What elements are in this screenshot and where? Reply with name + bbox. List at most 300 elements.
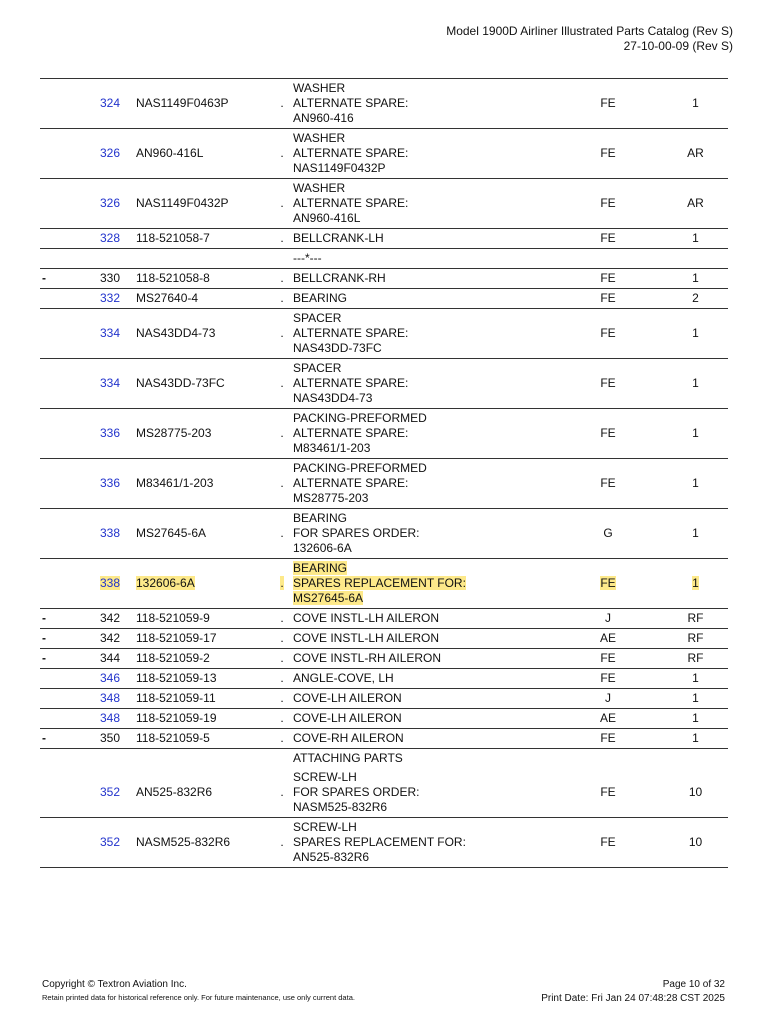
disclaimer-text: Retain printed data for historical reference only. For future maintenance, use only current data. xyxy=(42,993,355,1002)
quantity-text: 1 xyxy=(692,96,699,110)
part-number-text: 118-521059-5 xyxy=(136,731,210,745)
description-line: BELLCRANK-RH xyxy=(293,271,386,285)
part-number xyxy=(136,249,271,269)
page-number: Page 10 of 32 xyxy=(662,979,725,990)
effectivity-code xyxy=(553,79,663,129)
figure-item-link-text[interactable]: 348 xyxy=(99,691,120,705)
table-row xyxy=(40,459,728,509)
indent-marker-text: . xyxy=(280,326,284,340)
figure-item-link-text[interactable]: 336 xyxy=(99,426,120,440)
effectivity-code xyxy=(553,818,663,868)
figure-item-link[interactable] xyxy=(82,179,136,229)
description xyxy=(293,818,553,868)
figure-item-link-text[interactable]: 346 xyxy=(99,671,120,685)
part-number xyxy=(136,129,271,179)
description xyxy=(293,289,553,309)
quantity-text: 1 xyxy=(692,731,699,745)
indent-marker xyxy=(271,409,293,459)
part-number-text: NASM525-832R6 xyxy=(136,835,231,849)
effectivity-code xyxy=(553,409,663,459)
quantity-text: 10 xyxy=(688,785,703,799)
change-marker-text: - xyxy=(42,611,46,625)
figure-item-link-text[interactable]: 336 xyxy=(99,476,120,490)
description-highlight: SPARES REPLACEMENT FOR: xyxy=(293,576,466,590)
effectivity-code xyxy=(553,359,663,409)
figure-item-link-text: 342 xyxy=(99,631,120,645)
table-row xyxy=(40,709,728,729)
quantity-text: 1 xyxy=(692,576,699,590)
change-marker xyxy=(40,649,82,669)
figure-item-link-text[interactable]: 324 xyxy=(99,96,120,110)
change-marker-text: - xyxy=(42,731,46,745)
part-number-text: NAS43DD4-73 xyxy=(136,326,216,340)
part-number-text: MS27640-4 xyxy=(136,291,199,305)
quantity-text: RF xyxy=(687,611,704,625)
quantity-text: 2 xyxy=(692,291,699,305)
description xyxy=(293,229,553,249)
quantity xyxy=(663,409,728,459)
figure-item-link xyxy=(82,749,136,769)
figure-item-link[interactable] xyxy=(82,669,136,689)
figure-item-link[interactable] xyxy=(82,818,136,868)
change-marker xyxy=(40,749,82,769)
indent-marker-text: . xyxy=(280,196,284,210)
description-highlight: MS27645-6A xyxy=(293,591,364,605)
description xyxy=(293,359,553,409)
effectivity-code-text: FE xyxy=(600,146,616,160)
quantity-text: 1 xyxy=(692,711,699,725)
effectivity-code-text: AE xyxy=(599,711,616,725)
indent-marker xyxy=(271,669,293,689)
copyright-text: Copyright © Textron Aviation Inc. xyxy=(42,979,187,990)
quantity xyxy=(663,629,728,649)
description-line: NAS1149F0432P xyxy=(293,161,386,175)
change-marker xyxy=(40,709,82,729)
footer-right xyxy=(541,978,725,1006)
table-row xyxy=(40,289,728,309)
description-line: SPACER xyxy=(293,361,342,375)
description-line: PACKING-PREFORMED xyxy=(293,461,427,475)
indent-marker xyxy=(271,559,293,609)
table-row xyxy=(40,409,728,459)
table-row xyxy=(40,129,728,179)
figure-item-link[interactable] xyxy=(82,229,136,249)
description xyxy=(293,609,553,629)
table-row xyxy=(40,818,728,868)
description xyxy=(293,709,553,729)
description xyxy=(293,749,553,769)
effectivity-code xyxy=(553,768,663,818)
change-marker xyxy=(40,559,82,609)
quantity xyxy=(663,768,728,818)
table-row xyxy=(40,669,728,689)
indent-marker-text: . xyxy=(280,691,284,705)
effectivity-code xyxy=(553,629,663,649)
description-line: PACKING-PREFORMED xyxy=(293,411,427,425)
indent-marker xyxy=(271,249,293,269)
part-number xyxy=(136,309,271,359)
figure-item-link-text[interactable]: 338 xyxy=(99,576,120,590)
effectivity-code-text: FE xyxy=(600,835,616,849)
quantity xyxy=(663,689,728,709)
quantity-text: 1 xyxy=(692,691,699,705)
change-marker xyxy=(40,229,82,249)
description-line: ALTERNATE SPARE: xyxy=(293,196,409,210)
figure-item-link[interactable] xyxy=(82,509,136,559)
indent-marker xyxy=(271,689,293,709)
part-number-text: 118-521059-11 xyxy=(136,691,216,705)
table-row xyxy=(40,689,728,709)
description-line: WASHER xyxy=(293,81,346,95)
effectivity-code-text: FE xyxy=(600,231,616,245)
figure-item-link[interactable] xyxy=(82,559,136,609)
effectivity-code xyxy=(553,459,663,509)
indent-marker-text: . xyxy=(280,731,284,745)
description-line: ALTERNATE SPARE: xyxy=(293,426,409,440)
quantity-text: 1 xyxy=(692,271,699,285)
quantity xyxy=(663,359,728,409)
indent-marker-text: . xyxy=(280,711,284,725)
effectivity-code xyxy=(553,709,663,729)
part-number-text: 118-521059-9 xyxy=(136,611,210,625)
change-marker xyxy=(40,409,82,459)
figure-item-link xyxy=(82,729,136,749)
change-marker xyxy=(40,289,82,309)
print-date: Print Date: Fri Jan 24 07:48:28 CST 2025 xyxy=(541,993,725,1004)
description-line: ALTERNATE SPARE: xyxy=(293,326,409,340)
description-line: ATTACHING PARTS xyxy=(293,751,403,765)
description-line: COVE-RH AILERON xyxy=(293,731,404,745)
quantity xyxy=(663,649,728,669)
quantity xyxy=(663,309,728,359)
description xyxy=(293,629,553,649)
indent-marker xyxy=(271,79,293,129)
part-number-text: 118-521059-17 xyxy=(136,631,217,645)
quantity xyxy=(663,559,728,609)
description-line: COVE-LH AILERON xyxy=(293,711,402,725)
change-marker xyxy=(40,609,82,629)
indent-marker xyxy=(271,609,293,629)
indent-marker xyxy=(271,309,293,359)
effectivity-code-text: FE xyxy=(600,326,616,340)
part-number-text: NAS1149F0463P xyxy=(136,96,229,110)
quantity-text: AR xyxy=(687,146,704,160)
change-marker xyxy=(40,818,82,868)
part-number-text: 118-521059-2 xyxy=(136,651,210,665)
indent-marker-text: . xyxy=(280,611,284,625)
figure-item-link[interactable] xyxy=(82,689,136,709)
figure-item-link-text[interactable]: 352 xyxy=(99,835,120,849)
indent-marker-text: . xyxy=(280,146,284,160)
indent-marker-text: . xyxy=(280,271,284,285)
change-marker xyxy=(40,768,82,818)
part-number xyxy=(136,79,271,129)
description xyxy=(293,129,553,179)
description xyxy=(293,269,553,289)
figure-item-link xyxy=(82,249,136,269)
indent-marker-text: . xyxy=(280,231,284,245)
quantity-text: 1 xyxy=(692,671,699,685)
quantity xyxy=(663,729,728,749)
figure-item-link-text[interactable]: 334 xyxy=(99,326,120,340)
description xyxy=(293,179,553,229)
part-number-text: AN960-416L xyxy=(136,146,204,160)
table-row xyxy=(40,649,728,669)
description-line: SPARES REPLACEMENT FOR: xyxy=(293,835,466,849)
quantity xyxy=(663,709,728,729)
figure-item-link[interactable] xyxy=(82,768,136,818)
change-marker xyxy=(40,269,82,289)
effectivity-code xyxy=(553,179,663,229)
effectivity-code xyxy=(553,669,663,689)
indent-marker-text: . xyxy=(280,291,284,305)
part-number-text: M83461/1-203 xyxy=(136,476,214,490)
part-number-text: 118-521058-8 xyxy=(136,271,210,285)
description-line: ---*--- xyxy=(293,251,322,265)
figure-item-link-text[interactable]: 338 xyxy=(99,526,120,540)
effectivity-code-text: FE xyxy=(600,476,616,490)
figure-item-link-text[interactable]: 332 xyxy=(99,291,120,305)
figure-item-link-text[interactable]: 334 xyxy=(99,376,120,390)
part-number xyxy=(136,818,271,868)
part-number xyxy=(136,669,271,689)
description-line: SPACER xyxy=(293,311,342,325)
change-marker xyxy=(40,179,82,229)
change-marker-text: - xyxy=(42,271,46,285)
table-row xyxy=(40,768,728,818)
description-line: BEARING xyxy=(293,291,348,305)
effectivity-code xyxy=(553,309,663,359)
figure-item-link[interactable] xyxy=(82,289,136,309)
description xyxy=(293,669,553,689)
description xyxy=(293,79,553,129)
description-line: NAS43DD-73FC xyxy=(293,341,382,355)
quantity xyxy=(663,179,728,229)
indent-marker xyxy=(271,649,293,669)
description-line: SCREW-LH xyxy=(293,770,357,784)
figure-item-link[interactable] xyxy=(82,129,136,179)
figure-item-link xyxy=(82,649,136,669)
table-row xyxy=(40,729,728,749)
quantity-text: 1 xyxy=(692,476,699,490)
quantity-text: 1 xyxy=(692,526,699,540)
part-number xyxy=(136,768,271,818)
description-line: 132606-6A xyxy=(293,541,352,555)
indent-marker xyxy=(271,709,293,729)
effectivity-code-text: FE xyxy=(600,96,616,110)
effectivity-code xyxy=(553,249,663,269)
figure-item-link-text: 330 xyxy=(99,271,120,285)
figure-item-link[interactable] xyxy=(82,459,136,509)
change-marker xyxy=(40,629,82,649)
indent-marker xyxy=(271,459,293,509)
figure-item-link-text[interactable]: 352 xyxy=(99,785,120,799)
description xyxy=(293,559,553,609)
description xyxy=(293,768,553,818)
table-row xyxy=(40,249,728,269)
description-line: ALTERNATE SPARE: xyxy=(293,376,409,390)
description-line: WASHER xyxy=(293,131,346,145)
part-number xyxy=(136,359,271,409)
change-marker-text: - xyxy=(42,631,46,645)
description-line: ALTERNATE SPARE: xyxy=(293,96,409,110)
change-marker-text: - xyxy=(42,651,46,665)
quantity xyxy=(663,669,728,689)
indent-marker xyxy=(271,509,293,559)
part-number-text: MS27645-6A xyxy=(136,526,207,540)
quantity xyxy=(663,79,728,129)
indent-marker-text: . xyxy=(280,651,284,665)
description-line xyxy=(293,576,553,591)
part-number xyxy=(136,649,271,669)
indent-marker xyxy=(271,129,293,179)
effectivity-code-text: FE xyxy=(600,196,616,210)
indent-marker xyxy=(271,359,293,409)
change-marker xyxy=(40,689,82,709)
description-line: NASM525-832R6 xyxy=(293,800,388,814)
description-line: COVE INSTL-RH AILERON xyxy=(293,651,442,665)
table-row xyxy=(40,629,728,649)
effectivity-code xyxy=(553,749,663,769)
quantity-text: RF xyxy=(687,651,704,665)
effectivity-code xyxy=(553,559,663,609)
part-number-text: AN525-832R6 xyxy=(136,785,213,799)
description-line: MS28775-203 xyxy=(293,491,369,505)
effectivity-code-text: FE xyxy=(600,426,616,440)
description-line xyxy=(293,591,553,606)
figure-item-link xyxy=(82,269,136,289)
part-number-text: NAS1149F0432P xyxy=(136,196,229,210)
description-line: BEARING xyxy=(293,511,348,525)
part-number xyxy=(136,289,271,309)
effectivity-code xyxy=(553,129,663,179)
figure-item-link[interactable] xyxy=(82,409,136,459)
table-row xyxy=(40,309,728,359)
quantity-text: 1 xyxy=(692,426,699,440)
part-number-text: 118-521059-19 xyxy=(136,711,217,725)
part-number xyxy=(136,689,271,709)
part-number xyxy=(136,179,271,229)
figure-item-link-text[interactable]: 326 xyxy=(99,196,120,210)
description xyxy=(293,459,553,509)
part-number xyxy=(136,629,271,649)
section-code: 27-10-00-09 (Rev S) xyxy=(623,39,733,53)
indent-marker xyxy=(271,229,293,249)
description xyxy=(293,509,553,559)
indent-marker-text: . xyxy=(280,426,284,440)
figure-item-link-text[interactable]: 328 xyxy=(99,231,120,245)
indent-marker xyxy=(271,729,293,749)
figure-item-link[interactable] xyxy=(82,359,136,409)
effectivity-code-text: FE xyxy=(600,376,616,390)
description-line: COVE-LH AILERON xyxy=(293,691,402,705)
effectivity-code-text: FE xyxy=(600,291,616,305)
page-header xyxy=(446,24,733,54)
quantity xyxy=(663,289,728,309)
part-number xyxy=(136,409,271,459)
quantity-text: 1 xyxy=(692,231,699,245)
effectivity-code xyxy=(553,649,663,669)
part-number-text: 132606-6A xyxy=(136,576,195,590)
description xyxy=(293,309,553,359)
effectivity-code xyxy=(553,229,663,249)
description-line: AN960-416L xyxy=(293,211,361,225)
figure-item-link[interactable] xyxy=(82,709,136,729)
table-row xyxy=(40,509,728,559)
description-line: ANGLE-COVE, LH xyxy=(293,671,394,685)
change-marker xyxy=(40,509,82,559)
indent-marker-text: . xyxy=(280,576,284,590)
description-line: COVE INSTL-LH AILERON xyxy=(293,631,440,645)
table-row xyxy=(40,559,728,609)
effectivity-code xyxy=(553,269,663,289)
effectivity-code xyxy=(553,729,663,749)
description-line: WASHER xyxy=(293,181,346,195)
indent-marker xyxy=(271,289,293,309)
effectivity-code-text: J xyxy=(605,611,611,625)
quantity xyxy=(663,609,728,629)
change-marker xyxy=(40,459,82,509)
quantity xyxy=(663,229,728,249)
description-highlight: BEARING xyxy=(293,561,348,575)
figure-item-link xyxy=(82,629,136,649)
description-line xyxy=(293,561,553,576)
change-marker xyxy=(40,359,82,409)
table-row xyxy=(40,179,728,229)
change-marker xyxy=(40,669,82,689)
indent-marker xyxy=(271,179,293,229)
description xyxy=(293,409,553,459)
part-number xyxy=(136,269,271,289)
effectivity-code-text: AE xyxy=(599,631,616,645)
quantity-text: RF xyxy=(687,631,704,645)
quantity xyxy=(663,818,728,868)
quantity xyxy=(663,509,728,559)
indent-marker xyxy=(271,629,293,649)
part-number xyxy=(136,509,271,559)
quantity xyxy=(663,749,728,769)
effectivity-code xyxy=(553,289,663,309)
indent-marker-text: . xyxy=(280,376,284,390)
parts-table xyxy=(40,78,728,868)
indent-marker xyxy=(271,818,293,868)
part-number xyxy=(136,709,271,729)
description xyxy=(293,249,553,269)
description-line: M83461/1-203 xyxy=(293,441,371,455)
quantity xyxy=(663,129,728,179)
footer-left xyxy=(42,978,355,1003)
figure-item-link-text[interactable]: 326 xyxy=(99,146,120,160)
change-marker xyxy=(40,249,82,269)
figure-item-link[interactable] xyxy=(82,309,136,359)
figure-item-link[interactable] xyxy=(82,79,136,129)
quantity-text: 1 xyxy=(692,376,699,390)
description-line: SCREW-LH xyxy=(293,820,357,834)
description xyxy=(293,649,553,669)
table-row xyxy=(40,229,728,249)
quantity xyxy=(663,269,728,289)
figure-item-link-text: 350 xyxy=(99,731,120,745)
indent-marker xyxy=(271,768,293,818)
description-line: COVE INSTL-LH AILERON xyxy=(293,611,440,625)
effectivity-code xyxy=(553,689,663,709)
indent-marker-text: . xyxy=(280,671,284,685)
description xyxy=(293,729,553,749)
description-line: AN525-832R6 xyxy=(293,850,370,864)
figure-item-link-text[interactable]: 348 xyxy=(99,711,120,725)
indent-marker-text: . xyxy=(280,476,284,490)
figure-item-link-text: 344 xyxy=(99,651,120,665)
